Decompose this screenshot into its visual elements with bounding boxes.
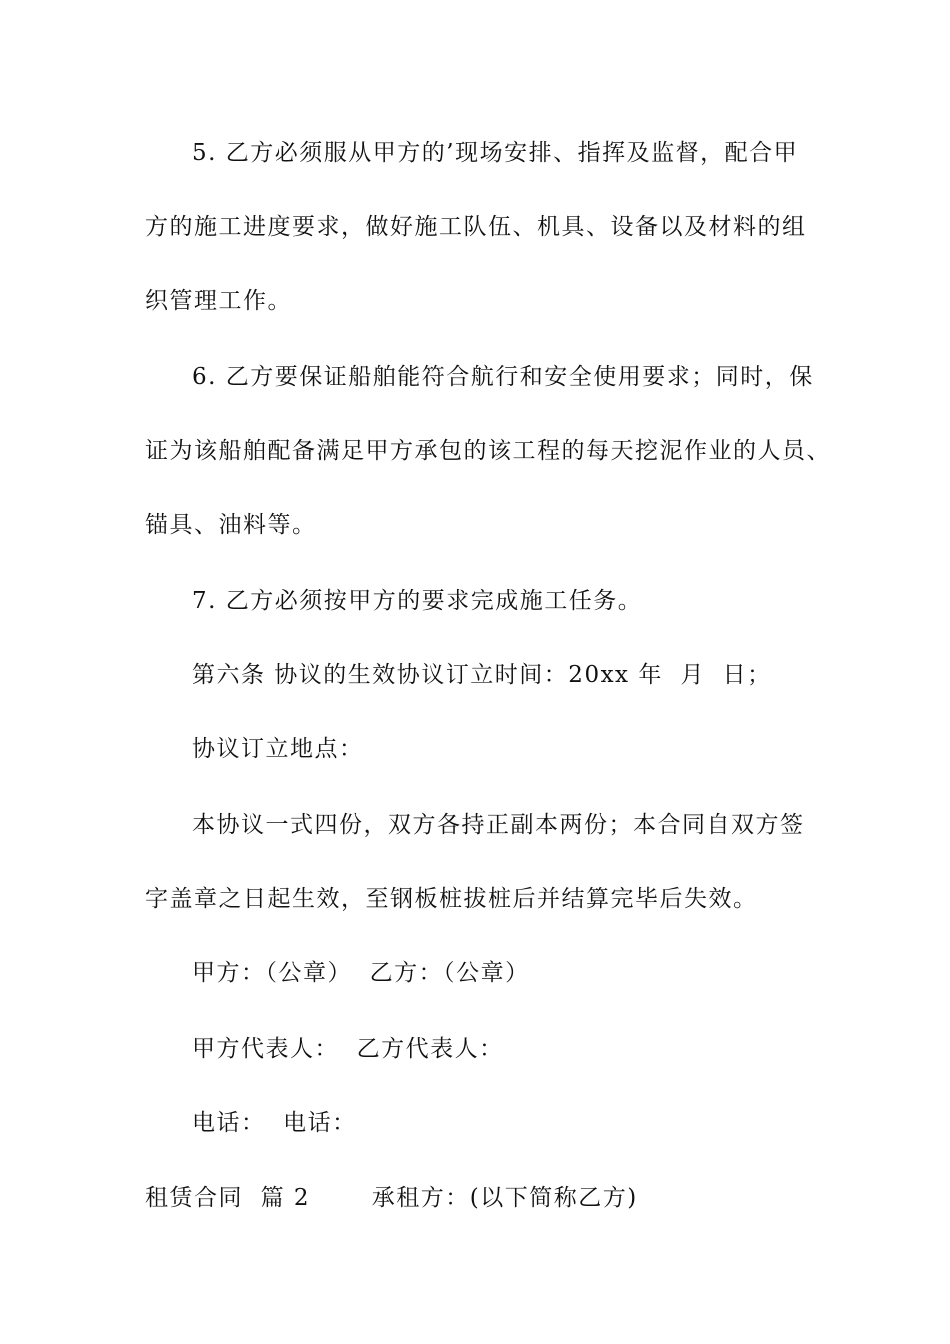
clause-6-line-1: 6. 乙方要保证船舶能符合航行和安全使用要求；同时，保 xyxy=(192,364,814,390)
clause-5-line-3: 织管理工作。 xyxy=(145,288,292,314)
clause-6-line-2: 证为该船舶配备满足甲方承包的该工程的每天挖泥作业的人员、 xyxy=(145,438,831,464)
party-representatives: 甲方代表人： 乙方代表人： xyxy=(192,1036,504,1062)
lease-contract-heading: 租赁合同 篇 2 承租方：(以下简称乙方) xyxy=(145,1185,638,1211)
clause-5-line-1: 5. 乙方必须服从甲方的’现场安排、指挥及监督，配合甲 xyxy=(192,140,799,166)
clause-5-line-2: 方的施工进度要求，做好施工队伍、机具、设备以及材料的组 xyxy=(145,214,807,240)
clause-7-line: 7. 乙方必须按甲方的要求完成施工任务。 xyxy=(192,588,643,614)
article-6-heading: 第六条 协议的生效协议订立时间：20xx 年 月 日； xyxy=(192,662,772,688)
copies-clause-line-1: 本协议一式四份，双方各持正副本两份；本合同自双方签 xyxy=(192,812,805,838)
party-phones: 电话： 电话： xyxy=(192,1110,357,1136)
agreement-location: 协议订立地点： xyxy=(192,736,364,762)
party-seals: 甲方：（公章） 乙方：（公章） xyxy=(192,960,530,986)
copies-clause-line-2: 字盖章之日起生效，至钢板桩拔桩后并结算完毕后失效。 xyxy=(145,886,758,912)
clause-6-line-3: 锚具、油料等。 xyxy=(145,512,317,538)
